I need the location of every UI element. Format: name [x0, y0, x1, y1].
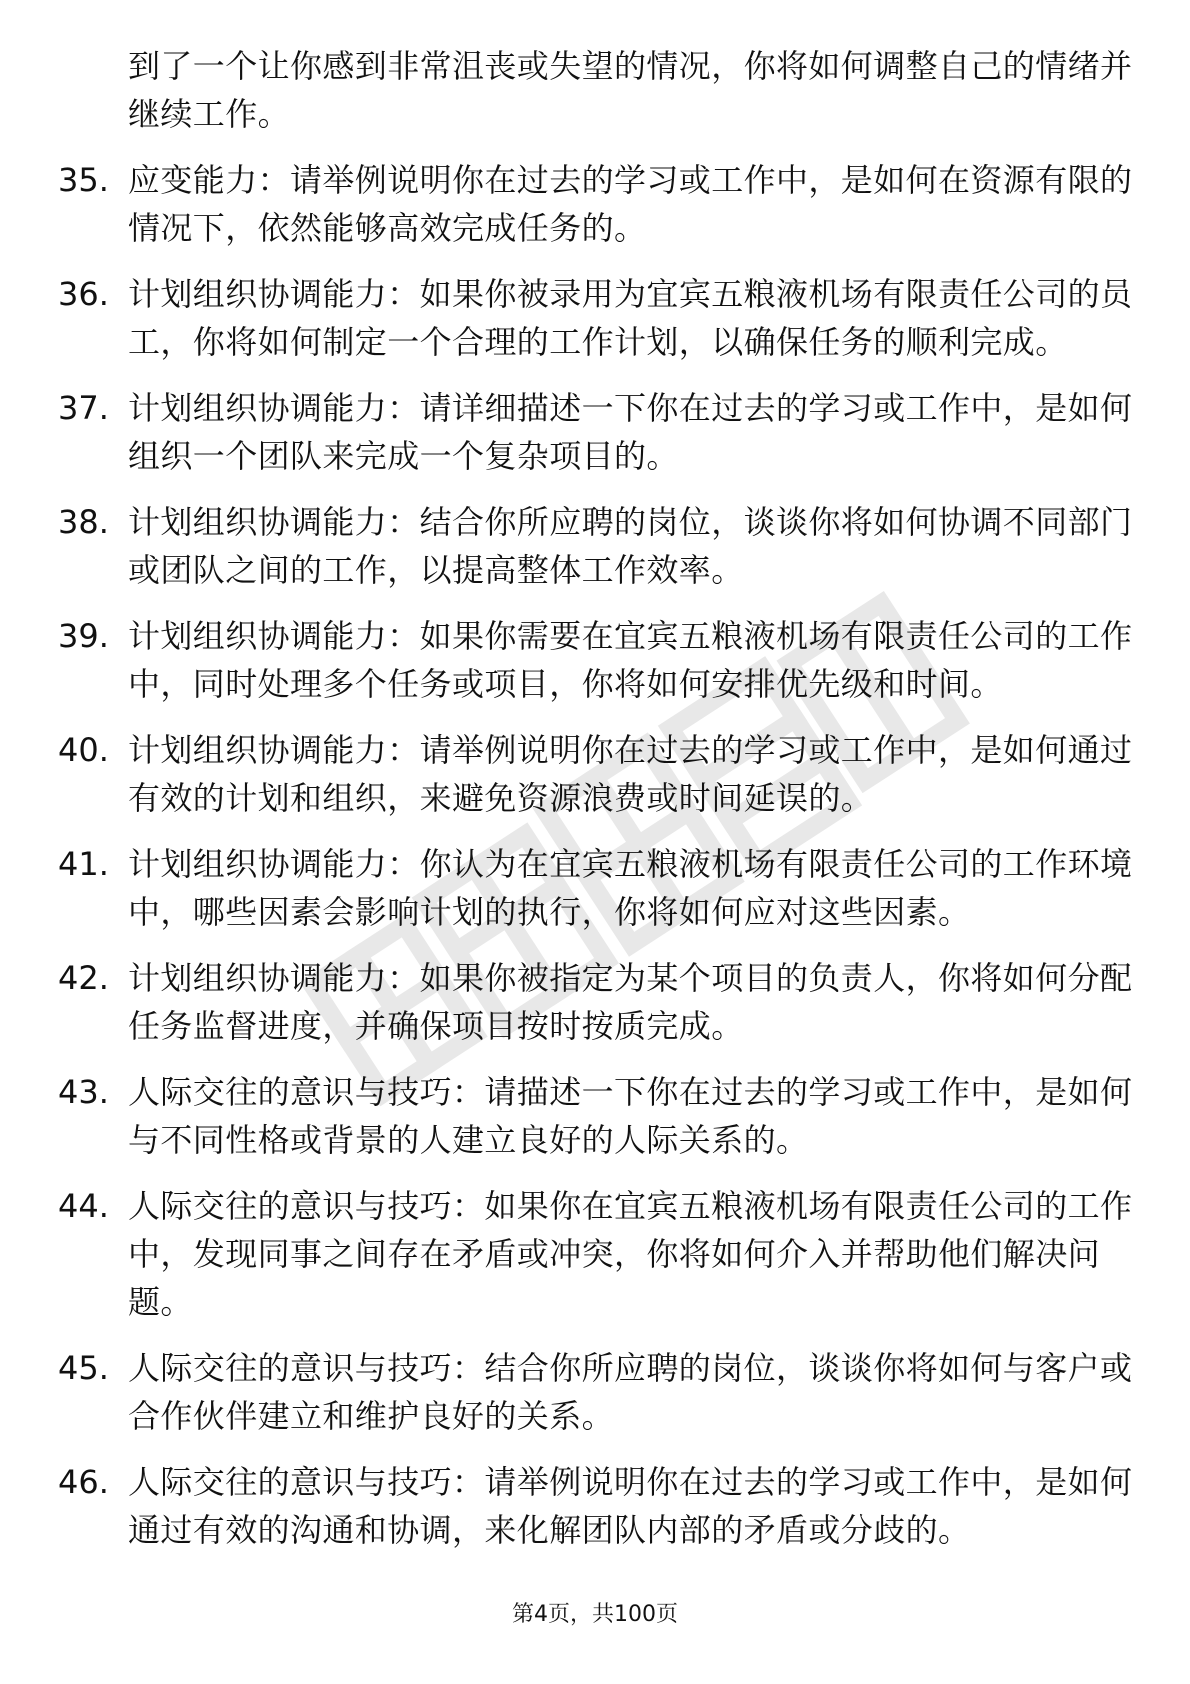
list-item	[58, 1344, 1138, 1440]
item-text: 计划组织协调能力：请详细描述一下你在过去的学习或工作中，是如何组织一个团队来完成一个复杂项目的。	[128, 389, 1133, 475]
list-item	[58, 954, 1138, 1050]
item-text: 人际交往的意识与技巧：如果你在宜宾五粮液机场有限责任公司的工作中，发现同事之间存在矛盾或冲突，你将如何介入并帮助他们解决问题。	[128, 1187, 1133, 1321]
question-list	[58, 42, 1138, 1572]
item-number: 39.	[58, 617, 109, 655]
list-item	[58, 270, 1138, 366]
item-text: 人际交往的意识与技巧：结合你所应聘的岗位，谈谈你将如何与客户或合作伙伴建立和维护良好的关系。	[128, 1349, 1133, 1435]
item-number: 45.	[58, 1349, 109, 1387]
list-item	[58, 1068, 1138, 1164]
item-number: 44.	[58, 1187, 109, 1225]
item-number: 41.	[58, 845, 109, 883]
list-item	[58, 1458, 1138, 1554]
page-footer: 第4页，共100页	[512, 1602, 678, 1627]
list-item	[58, 726, 1138, 822]
item-text: 人际交往的意识与技巧：请描述一下你在过去的学习或工作中，是如何与不同性格或背景的人建立良好的人际关系的。	[128, 1073, 1133, 1159]
item-text: 计划组织协调能力：如果你被录用为宜宾五粮液机场有限责任公司的员工，你将如何制定一个合理的工作计划，以确保任务的顺利完成。	[128, 275, 1133, 361]
item-text: 人际交往的意识与技巧：请举例说明你在过去的学习或工作中，是如何通过有效的沟通和协调，来化解团队内部的矛盾或分歧的。	[128, 1463, 1133, 1549]
item-text: 应变能力：请举例说明你在过去的学习或工作中，是如何在资源有限的情况下，依然能够高效完成任务的。	[128, 161, 1133, 247]
item-number: 35.	[58, 161, 109, 199]
list-item	[58, 384, 1138, 480]
item-number: 38.	[58, 503, 109, 541]
item-text: 计划组织协调能力：如果你被指定为某个项目的负责人，你将如何分配任务监督进度，并确保项目按时按质完成。	[128, 959, 1133, 1045]
item-number: 42.	[58, 959, 109, 997]
item-number: 46.	[58, 1463, 109, 1501]
item-text: 计划组织协调能力：如果你需要在宜宾五粮液机场有限责任公司的工作中，同时处理多个任务或项目，你将如何安排优先级和时间。	[128, 617, 1133, 703]
item-number: 36.	[58, 275, 109, 313]
list-item	[58, 840, 1138, 936]
item-text: 计划组织协调能力：结合你所应聘的岗位，谈谈你将如何协调不同部门或团队之间的工作，以提高整体工作效率。	[128, 503, 1133, 589]
item-text: 计划组织协调能力：请举例说明你在过去的学习或工作中，是如何通过有效的计划和组织，来避免资源浪费或时间延误的。	[128, 731, 1133, 817]
item-text: 计划组织协调能力：你认为在宜宾五粮液机场有限责任公司的工作环境中，哪些因素会影响计划的执行，你将如何应对这些因素。	[128, 845, 1133, 931]
list-item	[58, 612, 1138, 708]
item-number: 43.	[58, 1073, 109, 1111]
continued-question-text: 到了一个让你感到非常沮丧或失望的情况，你将如何调整自己的情绪并继续工作。	[128, 47, 1133, 133]
list-item	[58, 498, 1138, 594]
list-item	[58, 156, 1138, 252]
item-number: 40.	[58, 731, 109, 769]
item-number: 37.	[58, 389, 109, 427]
list-item	[58, 1182, 1138, 1326]
